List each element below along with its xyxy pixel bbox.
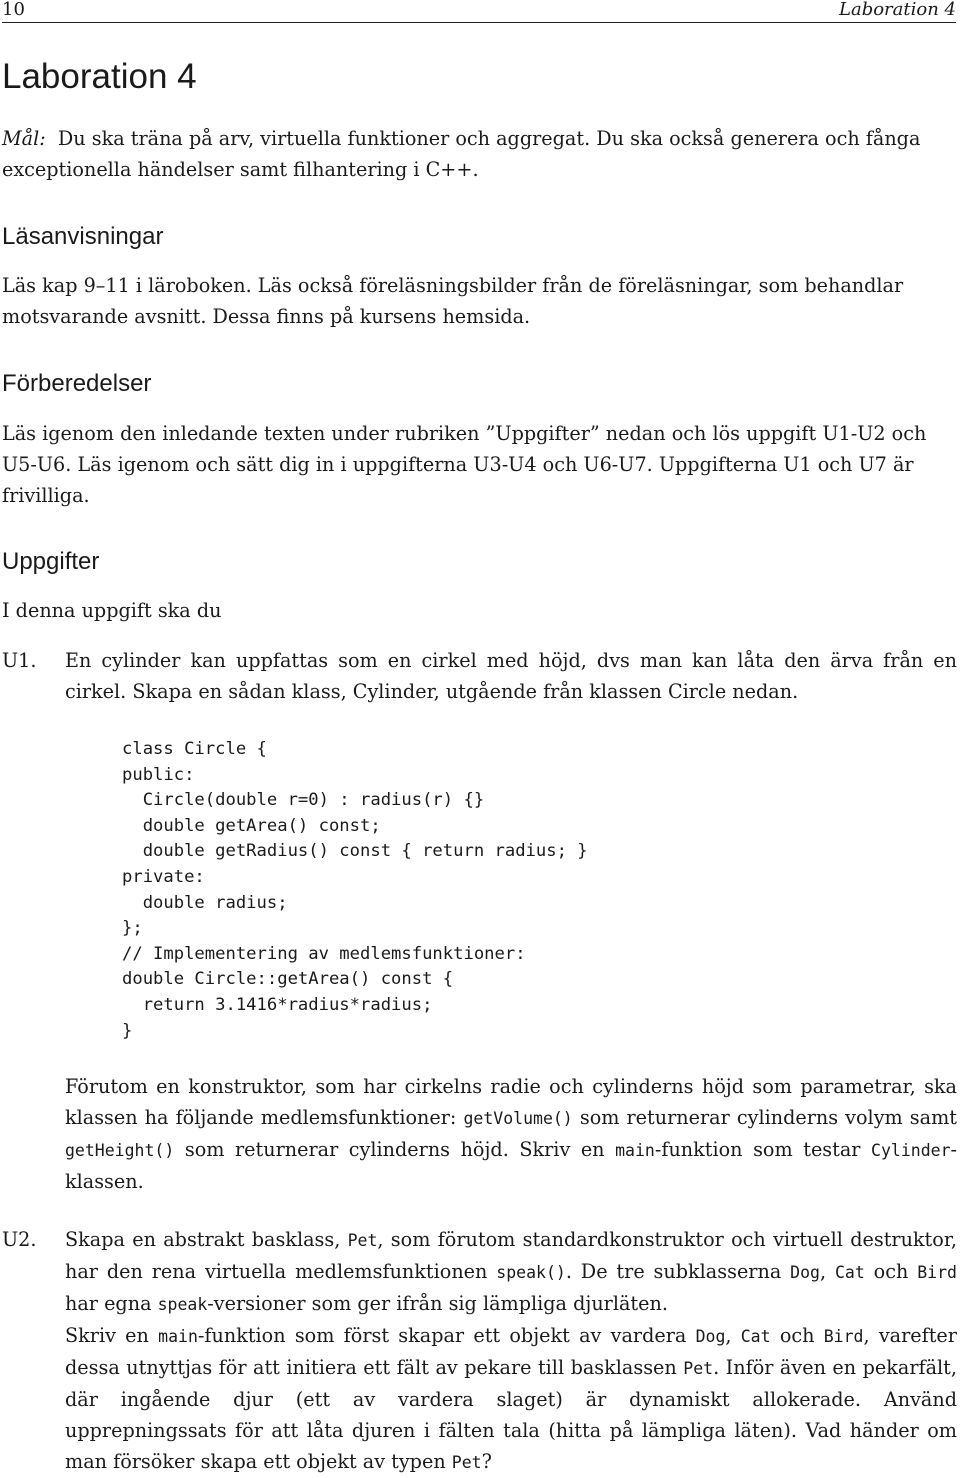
task-u1-text: En cylinder kan uppfattas som en cirkel med höjd, dvs man kan låta den ärva från en cirkel. Skapa en sådan klass, Cylinder, utgående från klassen Circle nedan. (65, 649, 957, 703)
code-getvolume: getVolume() (463, 1109, 573, 1128)
u2-text-5: och (873, 1260, 909, 1283)
page-title: Laboration 4 (2, 57, 197, 96)
u2-text-14: ? (481, 1450, 492, 1473)
reading-heading: Läsanvisningar (2, 223, 164, 250)
u1-text-2: som returnerar cylinderns volym samt (579, 1106, 957, 1129)
page-number: 10 (2, 0, 25, 20)
u2-text-2: , som förutom standardkonstruktor och virtuell destruktor, har den rena virtuella medlemsfunktionen (65, 1228, 957, 1283)
code-cylinder: Cylinder (871, 1141, 951, 1160)
goal-paragraph (2, 123, 957, 185)
prep-text: Läs igenom den inledande texten under rubriken ”Uppgifter” nedan och lös uppgift U1-U2 och U5-U6. Läs igenom och sätt dig in i uppgifterna U3-U4 och U6-U7. Uppgifterna U1 och U7 är frivilliga. (2, 422, 927, 507)
u1-text-3: som returnerar cylinderns höjd. Skriv en (184, 1138, 605, 1161)
code-block-circle: class Circle { public: Circle(double r=0) : radius(r) {} double getArea() const; double getRadius() const { return radius; } private: double radius; }; // Implementering av medlemsfunktioner: double Circle::getArea() const { return 3.1416*radius*radius; } (122, 739, 588, 1041)
u2-text-1: Skapa en abstrakt basklass, (65, 1228, 341, 1251)
running-title: Laboration 4 (839, 0, 956, 20)
code-bird-2: Bird (823, 1327, 864, 1346)
code-main: main (615, 1141, 655, 1160)
task-u1-label: U1. (2, 649, 37, 672)
u2-text-8: Skriv en (65, 1324, 149, 1347)
u2-text-7: -versioner som ger ifrån sig lämpliga djurläten. (207, 1292, 668, 1315)
u2-text-9: -funktion som först skapar ett objekt av vardera (197, 1324, 687, 1347)
code-speak-versions: speak (157, 1295, 208, 1314)
u2-text-12: , varefter dessa utnyttjas för att initiera ett fält av pekare till basklassen (65, 1324, 957, 1379)
prep-heading: Förberedelser (2, 370, 152, 397)
code-main-2: main (158, 1327, 198, 1346)
u2-text-6: har egna (65, 1292, 152, 1315)
code-pet-3: Pet (451, 1453, 482, 1472)
goal-label: Mål: (2, 127, 46, 150)
tasks-intro: I denna uppgift ska du (2, 599, 222, 622)
u1-text-1: Förutom en konstruktor, som har cirkelns radie och cylinderns höjd som parametrar, ska klassen ha följande medlemsfunktioner: (65, 1075, 957, 1129)
code-pet: Pet (347, 1231, 378, 1250)
u2-text-11: och (779, 1324, 815, 1347)
task-u1-description (65, 1071, 957, 1197)
u2-text-3: . De tre subklasserna (565, 1260, 782, 1283)
code-cat-2: Cat (740, 1327, 771, 1346)
u1-text-4: -funktion som testar (654, 1138, 861, 1161)
running-header (2, 0, 956, 23)
u2-text-4: , (819, 1260, 827, 1283)
task-u2-text (65, 1224, 957, 1478)
code-dog-2: Dog (695, 1327, 726, 1346)
u2-text-13: . Inför även en pekarfält, där ingående djur (ett av vardera slaget) är dynamiskt allokerade. Använd upprepningssats för att låta djuren i fälten tala (hitta på lämpliga läten). Vad händer om man försöker skapa ett objekt av typen (65, 1356, 957, 1473)
u1-text-5: -klassen. (65, 1138, 957, 1193)
goal-text: Du ska träna på arv, virtuella funktioner och aggregat. Du ska också generera och fånga exceptionella händelser samt filhantering i C++. (2, 127, 921, 181)
code-getheight: getHeight() (65, 1141, 175, 1160)
code-pet-2: Pet (683, 1359, 714, 1378)
code-dog: Dog (790, 1263, 820, 1282)
task-u2-label: U2. (2, 1228, 37, 1251)
code-cat: Cat (834, 1263, 865, 1282)
u2-text-10: , (725, 1324, 732, 1347)
tasks-heading: Uppgifter (2, 548, 100, 575)
code-speak: speak() (496, 1263, 566, 1282)
code-bird: Bird (917, 1263, 957, 1282)
reading-text: Läs kap 9–11 i läroboken. Läs också föreläsningsbilder från de föreläsningar, som behandlar motsvarande avsnitt. Dessa finns på kursens hemsida. (2, 274, 904, 328)
